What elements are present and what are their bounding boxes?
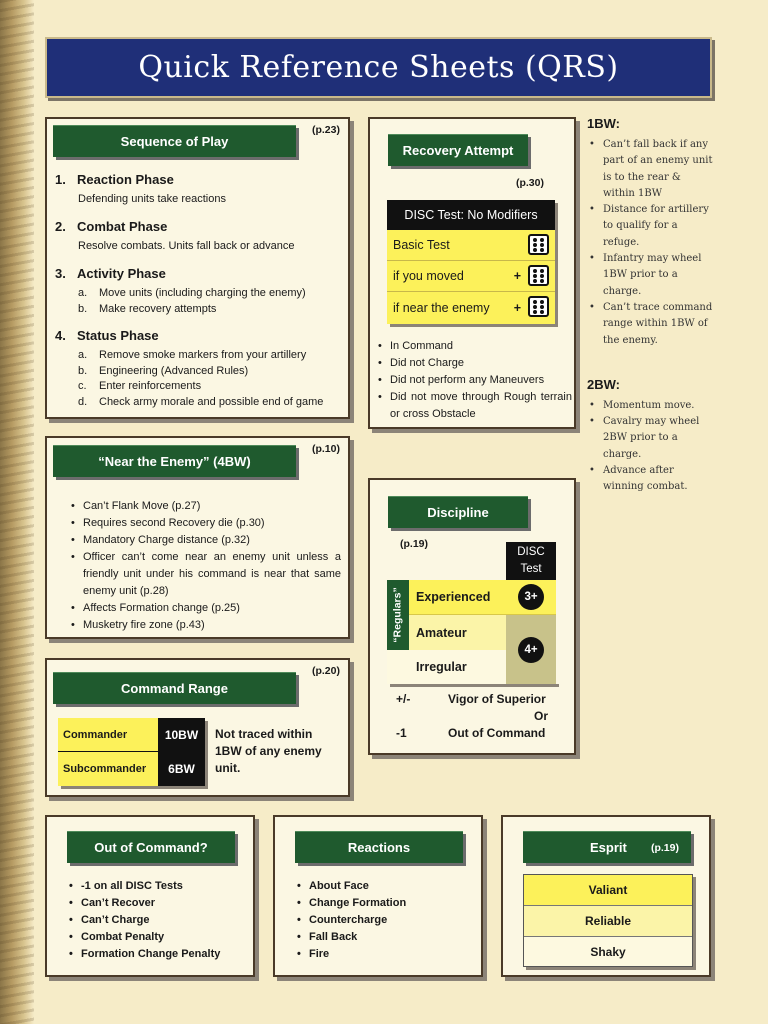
commander-value: 10BW xyxy=(158,718,205,751)
list-item: • Advance after winning combat. xyxy=(587,463,715,496)
phase-desc: Resolve combats. Units fall back or advance xyxy=(78,240,295,252)
discipline-row-experienced: Experienced xyxy=(409,580,506,615)
phase-number: 4. xyxy=(55,328,66,343)
sub-item: d. Check army morale and possible end of game xyxy=(78,395,324,408)
page-ref: (p.23) xyxy=(311,124,340,136)
near-enemy-list xyxy=(69,498,341,634)
phase-1 xyxy=(55,172,345,205)
discipline-row-amateur: Amateur xyxy=(409,615,506,650)
list-item: • Fire xyxy=(295,946,477,963)
subcommander-value: 6BW xyxy=(158,752,205,786)
disc-test-column-head: DISC Test xyxy=(506,542,556,580)
discipline-row-irregular: Irregular xyxy=(387,650,506,684)
list-item: • Officer can’t come near an enemy unit unless a friendly unit under his command is near that same enemy unit (p.28) xyxy=(69,549,341,600)
sub-item: b. Make recovery attempts xyxy=(78,302,217,315)
esprit-valiant: Valiant xyxy=(524,875,692,906)
phase-3 xyxy=(55,266,345,317)
list-item: • Can’t trace command range within 1BW of the enemy. xyxy=(587,300,715,349)
discipline-table-shadow xyxy=(390,684,559,687)
die-six-icon xyxy=(528,234,549,255)
page-title: Quick Reference Sheets (QRS) xyxy=(138,50,619,85)
list-item: • Did not Charge xyxy=(376,355,572,372)
phase-title: Activity Phase xyxy=(77,266,166,281)
regulars-side-label: “Regulars” xyxy=(387,580,409,650)
list-item: • Can’t fall back if any part of an enemy unit is to the rear & within 1BW xyxy=(587,137,715,202)
esprit-reliable: Reliable xyxy=(524,906,692,937)
recovery-row: if near the enemy + xyxy=(387,292,555,324)
near-the-enemy-box xyxy=(45,436,350,639)
phase-title: Status Phase xyxy=(77,328,159,343)
list-item: • In Command xyxy=(376,338,572,355)
phase-number: 2. xyxy=(55,219,66,234)
esprit-box xyxy=(501,815,711,977)
page-ref: (p.30) xyxy=(515,177,544,189)
phase-4 xyxy=(55,328,345,410)
phase-title: Reaction Phase xyxy=(77,172,174,187)
list-item: • Combat Penalty xyxy=(67,929,249,946)
value-cell-amateur-irregular xyxy=(506,615,556,684)
phase-number: 3. xyxy=(55,266,66,281)
list-item: • About Face xyxy=(295,878,477,895)
esprit-shaky: Shaky xyxy=(524,937,692,966)
bw-notes xyxy=(587,116,715,496)
recovery-attempt-box xyxy=(368,117,576,429)
discipline-box xyxy=(368,478,576,755)
esprit-header: Esprit (p.19) xyxy=(523,831,691,863)
page-ref: (p.19) xyxy=(400,538,429,550)
out-of-command-header: Out of Command? xyxy=(67,831,235,863)
list-item: • Mandatory Charge distance (p.32) xyxy=(69,532,341,549)
phase-title: Combat Phase xyxy=(77,219,168,234)
sub-item: c. Enter reinforcements xyxy=(78,380,202,392)
recovery-conditions xyxy=(376,338,572,423)
commander-label: Commander xyxy=(58,718,158,751)
phase-desc: Defending units take reactions xyxy=(78,193,226,205)
bw1-heading: 1BW: xyxy=(587,116,620,131)
page-ref: (p.20) xyxy=(311,665,340,677)
discipline-header: Discipline xyxy=(388,496,528,528)
value-3-plus: 3+ xyxy=(518,584,544,610)
list-item: • Did not move through Rough terrain or cross Obstacle xyxy=(376,389,572,423)
out-of-command-box xyxy=(45,815,255,977)
recovery-header: Recovery Attempt xyxy=(388,134,528,166)
sub-item: a. Move units (including charging the enemy) xyxy=(78,287,306,299)
list-item: • Distance for artillery to qualify for a refuge. xyxy=(587,202,715,251)
list-item: • Momentum move. xyxy=(587,398,715,414)
out-of-command-list xyxy=(67,878,249,963)
list-item: • Affects Formation change (p.25) xyxy=(69,600,341,617)
sequence-header: Sequence of Play xyxy=(53,125,296,157)
recovery-row: if you moved + xyxy=(387,261,555,292)
parchment-border xyxy=(0,0,34,1024)
die-six-icon xyxy=(528,296,549,317)
sub-item: a. Remove smoke markers from your artillery xyxy=(78,349,307,361)
recovery-row: Basic Test xyxy=(387,230,555,261)
page-ref: (p.10) xyxy=(311,443,340,455)
die-six-icon xyxy=(528,265,549,286)
list-item: • Cavalry may wheel 2BW prior to a charge. xyxy=(587,414,715,463)
list-item: • Did not perform any Maneuvers xyxy=(376,372,572,389)
title-banner xyxy=(45,37,712,98)
value-cell-experienced xyxy=(506,580,556,615)
list-item: • Countercharge xyxy=(295,912,477,929)
sequence-of-play-box xyxy=(45,117,350,419)
command-range-header: Command Range xyxy=(53,672,296,704)
reactions-list xyxy=(295,878,477,963)
list-item: • Fall Back xyxy=(295,929,477,946)
command-range-note: Not traced within 1BW of any enemy unit. xyxy=(215,727,322,775)
list-item: • -1 on all DISC Tests xyxy=(67,878,249,895)
recovery-table xyxy=(387,200,555,324)
reactions-header: Reactions xyxy=(295,831,463,863)
esprit-levels xyxy=(523,874,693,967)
bw2-heading: 2BW: xyxy=(587,376,620,392)
value-4-plus: 4+ xyxy=(518,637,544,663)
phase-number: 1. xyxy=(55,172,66,187)
list-item: • Infantry may wheel 1BW prior to a charge. xyxy=(587,251,715,300)
list-item: • Can’t Flank Move (p.27) xyxy=(69,498,341,515)
subcommander-label: Subcommander xyxy=(58,752,158,786)
near-enemy-header: “Near the Enemy” (4BW) xyxy=(53,445,296,477)
phase-2 xyxy=(55,219,345,252)
list-item: • Requires second Recovery die (p.30) xyxy=(69,515,341,532)
sub-item: b. Engineering (Advanced Rules) xyxy=(78,364,249,377)
discipline-modifiers: +/- Vigor of Superior Or -1 Out of Command xyxy=(396,692,548,740)
list-item: • Formation Change Penalty xyxy=(67,946,249,963)
list-item: • Change Formation xyxy=(295,895,477,912)
list-item: • Can’t Recover xyxy=(67,895,249,912)
command-range-table xyxy=(58,718,205,786)
reactions-box xyxy=(273,815,483,977)
page-ref: (p.19) xyxy=(650,841,679,854)
disc-test-title: DISC Test: No Modifiers xyxy=(387,200,555,230)
command-range-box xyxy=(45,658,350,797)
list-item: • Musketry fire zone (p.43) xyxy=(69,617,341,634)
list-item: • Can’t Charge xyxy=(67,912,249,929)
